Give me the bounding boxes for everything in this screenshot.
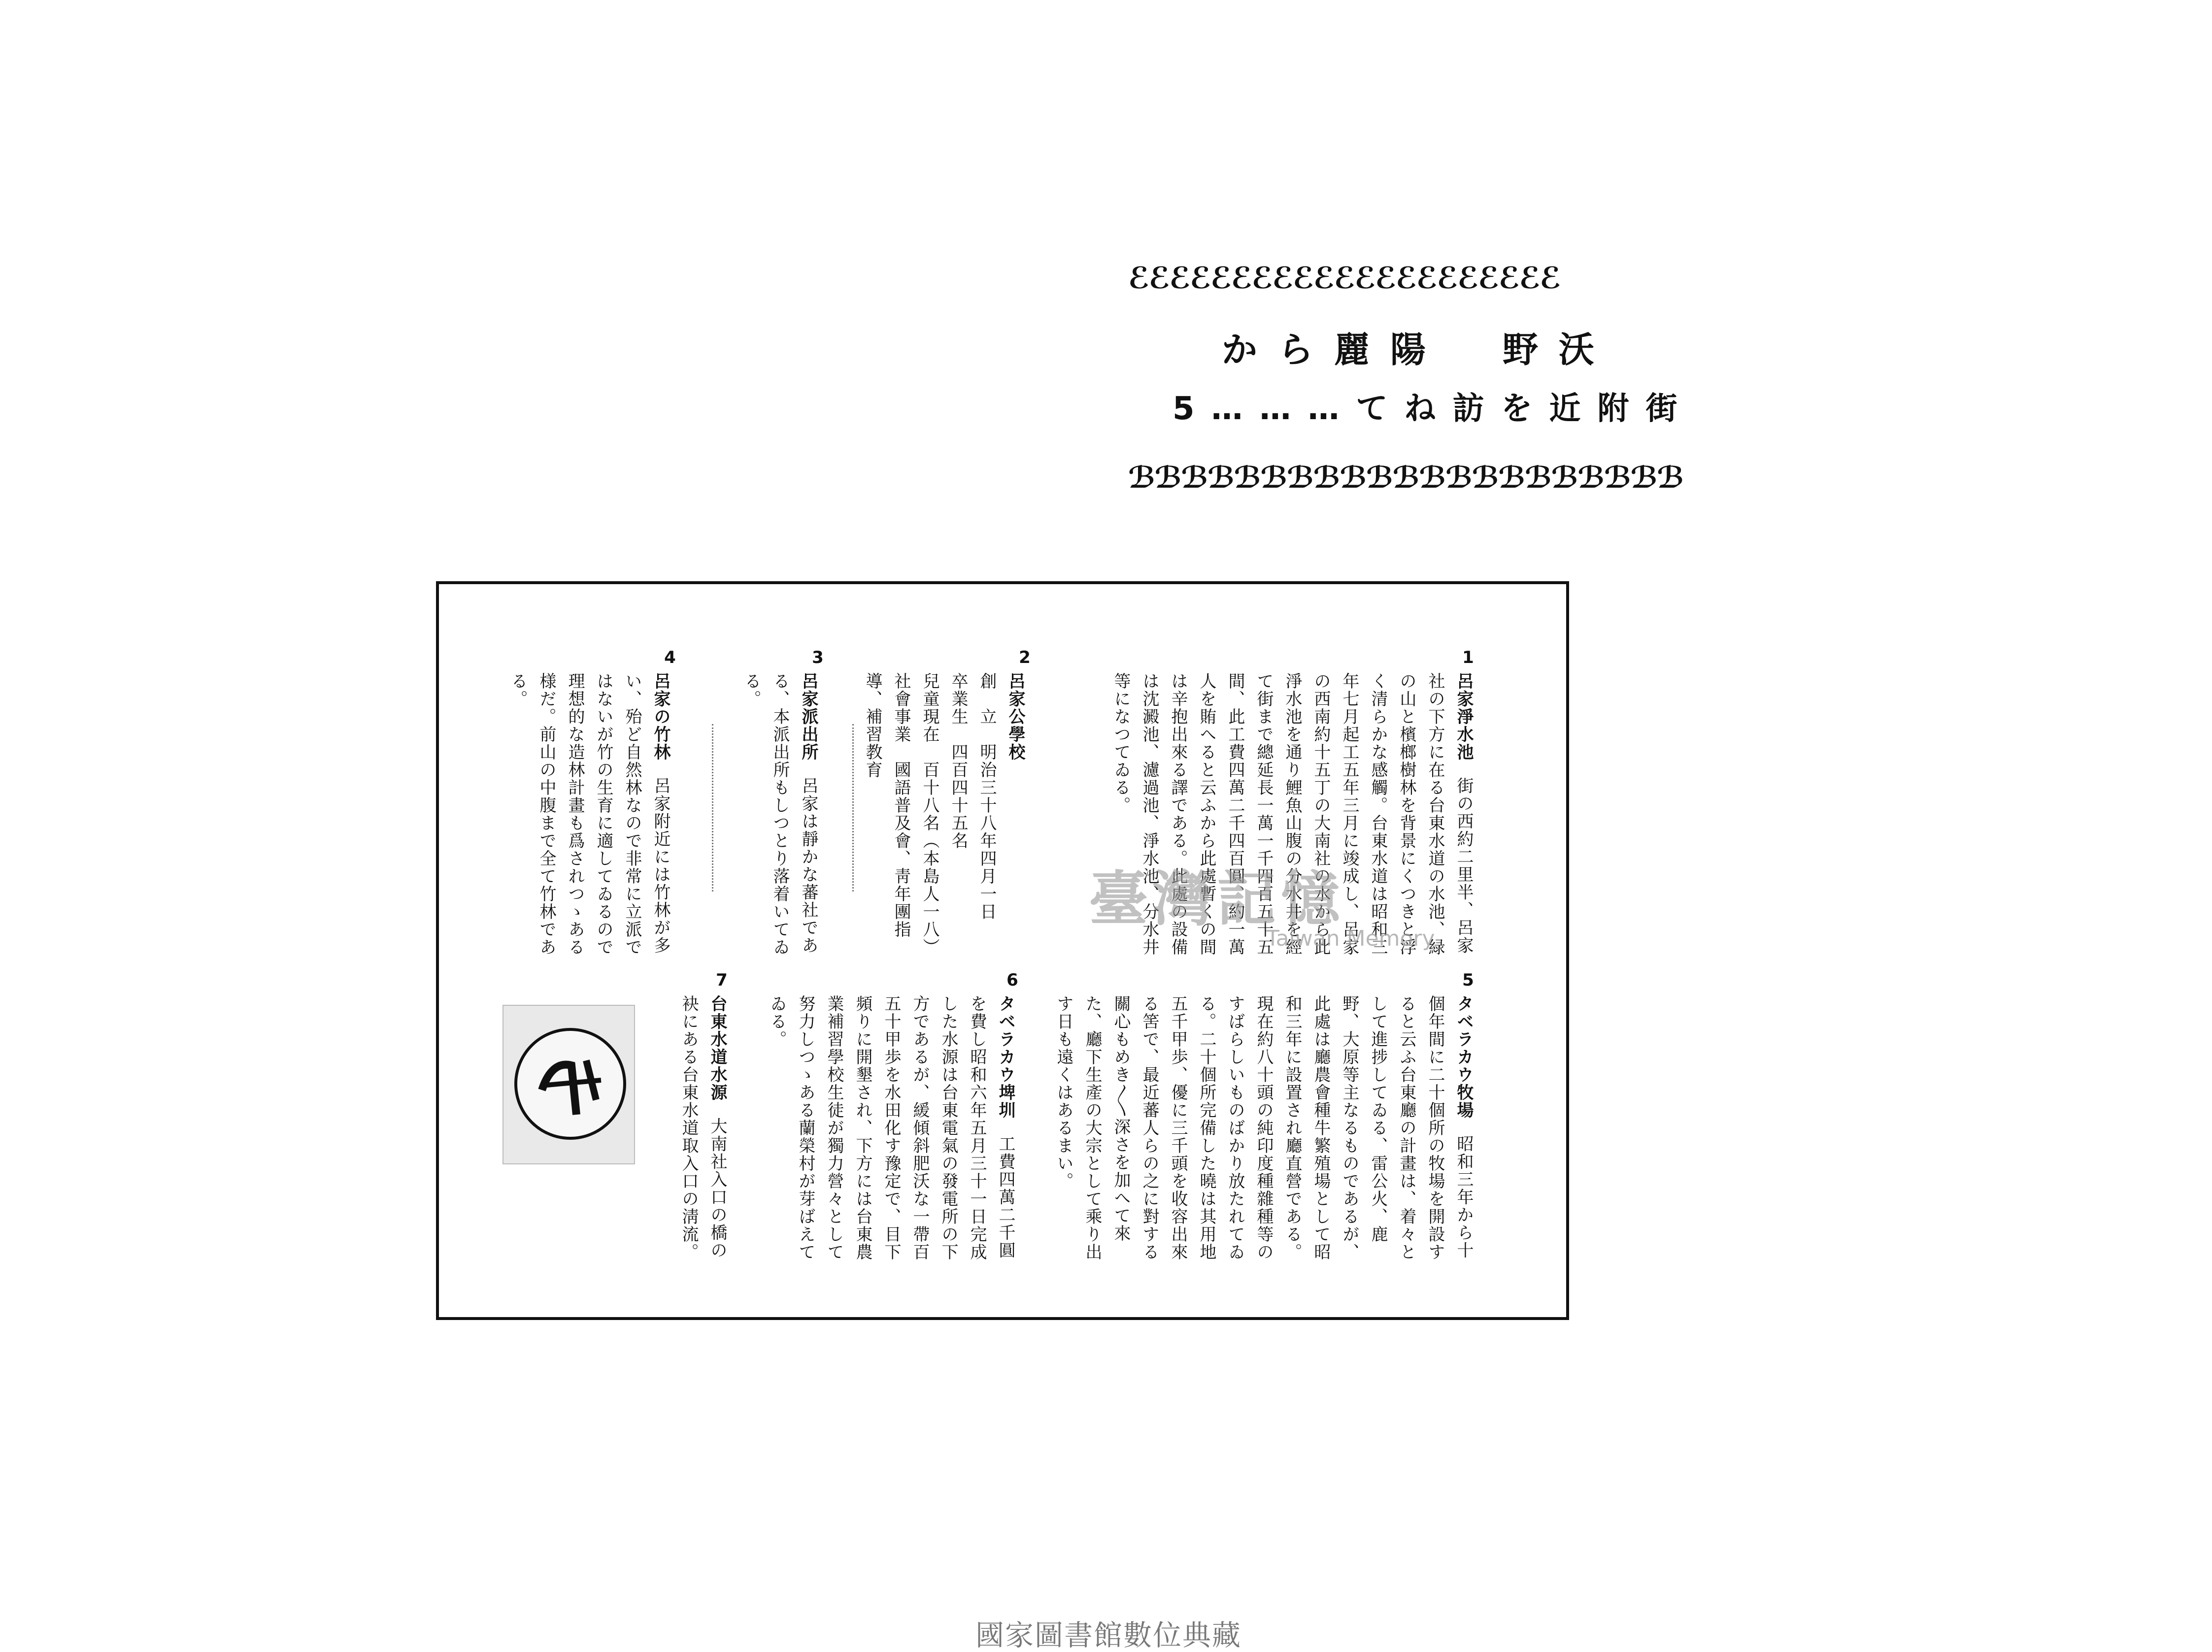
- section-heading: 呂家淨水池: [1454, 672, 1474, 761]
- section-3: [729, 648, 828, 973]
- watermark-subtitle: Taiwan Memory: [1266, 926, 1435, 951]
- school-line-social: 社會事業 國語普及會、靑年團指導、補習教育: [863, 672, 911, 938]
- section-body: 昭和三年から十個年間に二十個所の牧場を開設すると云ふ台東廳の計畫は、着々として進捗してゐる、雷公火、鹿野、大原等主なるものであるが、此處は廳農會種牛繁殖場として昭和三年に設置され廳直營である。現在約八十頭の純印度種雜種等のすばらしいものばかり放たれてゐる。二十個所完備した曉は其用地五千甲歩、優に三千頭を收容出來る筈で、最近蕃人らの之に對する關心もめき〳〵深さを加へて來た、廳下生產の大宗として乘り出す日も遠くはあるまい。: [1054, 995, 1474, 1261]
- page-subtitle: 5………てね訪を近附街: [1173, 391, 1694, 427]
- section-number: 3: [812, 648, 824, 667]
- section-number: 2: [1019, 648, 1031, 667]
- section-5: [1054, 970, 1488, 1286]
- section-body: 工費四萬二千圓を費し昭和六年五月三十一日完成した水源は台東電氣の發電所の下方であるが、緩傾斜肥沃な一帶百五十甲歩を水田化す豫定で、目下頻りに開墾され、下方には台東農業補習學校生徒が獨力營々として努力しつゝある蘭榮村が芽ばえてゐる。: [767, 995, 1015, 1261]
- section-number: 6: [1006, 970, 1018, 990]
- section-heading: 呂家の竹林: [651, 672, 670, 761]
- decorative-border-top: ℰℰℰℰℰℰℰℰℰℰℰℰℰℰℰℰℰℰℰℰℰ: [1128, 261, 1561, 296]
- school-line-founded: 創 立 明治三十八年四月一日: [977, 672, 997, 921]
- section-number: 4: [664, 648, 676, 667]
- section-body: 街の西約二里半、呂家社の下方に在る台東水道の水池、緑の山と檳榔樹林を背景にくつきと浮く清らかな感觸。台東水道は昭和三年七月起工五年三月に竣成し、呂家の西南約十五丁の大南社の水から此淨水池を通り鯉魚山腹の分水井を經て街まで總延長一萬一千四百五十五間、此工費四萬二千四百圓、約一萬人を賄へると云ふから此處暫くの間は辛抱出來る譯である。此處の設備は沈澱池、濾過池、淨水池、分水井等になつてゐる。: [1111, 672, 1474, 956]
- section-text: [729, 672, 823, 968]
- stamp-mark-icon: [517, 1031, 623, 1137]
- section-text: [767, 995, 1020, 1271]
- dotted-separator: [852, 724, 856, 892]
- section-2: [863, 648, 1035, 973]
- stamp-image: [503, 1005, 635, 1164]
- section-number: 7: [716, 970, 728, 990]
- section-body: 大南社入口の橋の袂にある台東水道取入口の淸流。: [679, 995, 727, 1261]
- section-number: 1: [1462, 648, 1474, 667]
- section-text: [863, 672, 1030, 968]
- section-text: [1054, 995, 1478, 1271]
- section-text: [493, 672, 675, 968]
- section-heading: 呂家公學校: [1005, 672, 1025, 761]
- stamp-circle: [514, 1028, 626, 1140]
- section-heading: 呂家派出所: [799, 672, 818, 761]
- section-7: [675, 970, 734, 1286]
- school-line-students: 兒童現在 百十八名（本島人一八）: [920, 672, 939, 956]
- section-body: 呂家は靜かな蕃社である、本派出所もしつとり落着いてゐる。: [741, 672, 818, 956]
- decorative-border-bottom: ℬℬℬℬℬℬℬℬℬℬℬℬℬℬℬℬℬℬℬℬℬ: [1128, 461, 1683, 495]
- section-4: [493, 648, 680, 973]
- section-body: 呂家附近には竹林が多い、殆ど自然林なので非常に立派ではないが竹の生育に適してゐるので理想的な造林計畫も爲されつゝある様だ。前山の中腹まで全て竹林である。: [508, 672, 670, 956]
- section-text: [675, 995, 732, 1271]
- section-6: [767, 970, 1025, 1286]
- dotted-separator: [712, 724, 715, 892]
- watermark-logo: 臺灣記憶: [1089, 864, 1345, 934]
- footer-credit: 國家圖書館數位典藏: [975, 1619, 1241, 1652]
- section-heading: 台東水道水源: [707, 995, 727, 1101]
- page-title: から麗陽 野沃: [1222, 329, 1615, 370]
- section-number: 5: [1462, 970, 1474, 990]
- section-heading: タベラカウ牧場: [1454, 995, 1474, 1119]
- section-heading: タベラカウ埤圳: [996, 995, 1015, 1119]
- school-line-graduates: 卒業生 四百四十五名: [948, 672, 968, 850]
